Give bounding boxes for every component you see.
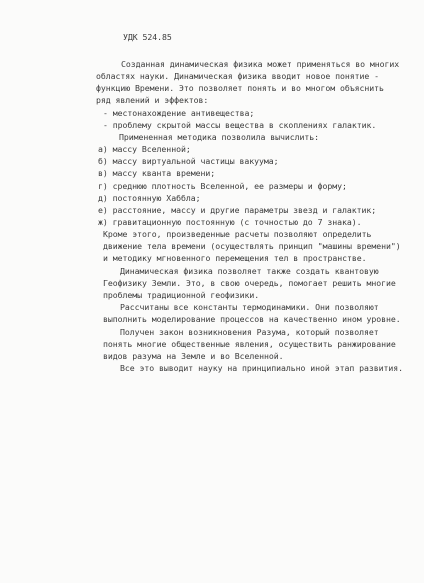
text-line-4: ряд явлений и эффектов: [96, 95, 209, 105]
text-line-16: движение тела времени (осуществлять принцип "машины времени") [103, 241, 401, 251]
text-line-5: - местонахождение антивещества; [103, 108, 255, 118]
text-line-20: проблемы традиционной геофизики. [103, 290, 260, 300]
text-line-11: г) среднюю плотность Вселенной, ее размеры и форму; [98, 181, 347, 191]
text-line-26: Все это выводит науку на принципиально иной этап развития. [120, 363, 403, 373]
text-line-13: е) расстояние, массу и другие параметры звезд и галактик; [98, 205, 377, 215]
text-line-8: а) массу Вселенной; [98, 144, 191, 154]
text-line-1: Созданная динамическая физика может применяться во многих [121, 59, 400, 69]
text-line-19: Геофизику Земли. Это, в свою очередь, помогает решить многие [103, 278, 396, 288]
text-line-9: б) массу виртуальной частицы вакуума; [98, 156, 279, 166]
text-line-14: ж) гравитационную постоянную (с точностью до 7 знака). [98, 217, 362, 227]
text-line-24: понять многие общественные явления, осуществить ранжирование [103, 339, 396, 349]
text-line-23: Получен закон возникновения Разума, который позволяет [120, 327, 379, 337]
text-line-15: Кроме этого, произведенные расчеты позволяют определить [103, 229, 372, 239]
text-line-12: д) постоянную Хаббла; [98, 193, 201, 203]
text-line-25: видов разума на Земле и во Вселенной. [103, 351, 284, 361]
text-line-2: областях науки. Динамическая физика вводит новое понятие - [96, 71, 379, 81]
udk-code: УДК 524.85 [123, 32, 172, 42]
text-line-21: Рассчитаны все константы термодинамики. Они позволяют [120, 302, 379, 312]
text-line-7: Примененная методика позволила вычислить: [119, 132, 320, 142]
text-line-6: - проблему скрытой массы вещества в скоплениях галактик. [103, 120, 377, 130]
text-line-17: и методику мгновенного перемещения тел в пространстве. [103, 253, 367, 263]
text-line-22: выполнить моделирование процессов на качественно ином уровне. [103, 314, 401, 324]
text-line-10: в) массу кванта времени; [98, 168, 216, 178]
text-line-3: функцию Времени. Это позволяет понять и во многом объяснить [96, 83, 384, 93]
text-line-18: Динамическая физика позволяет также создать квантовую [120, 266, 379, 276]
